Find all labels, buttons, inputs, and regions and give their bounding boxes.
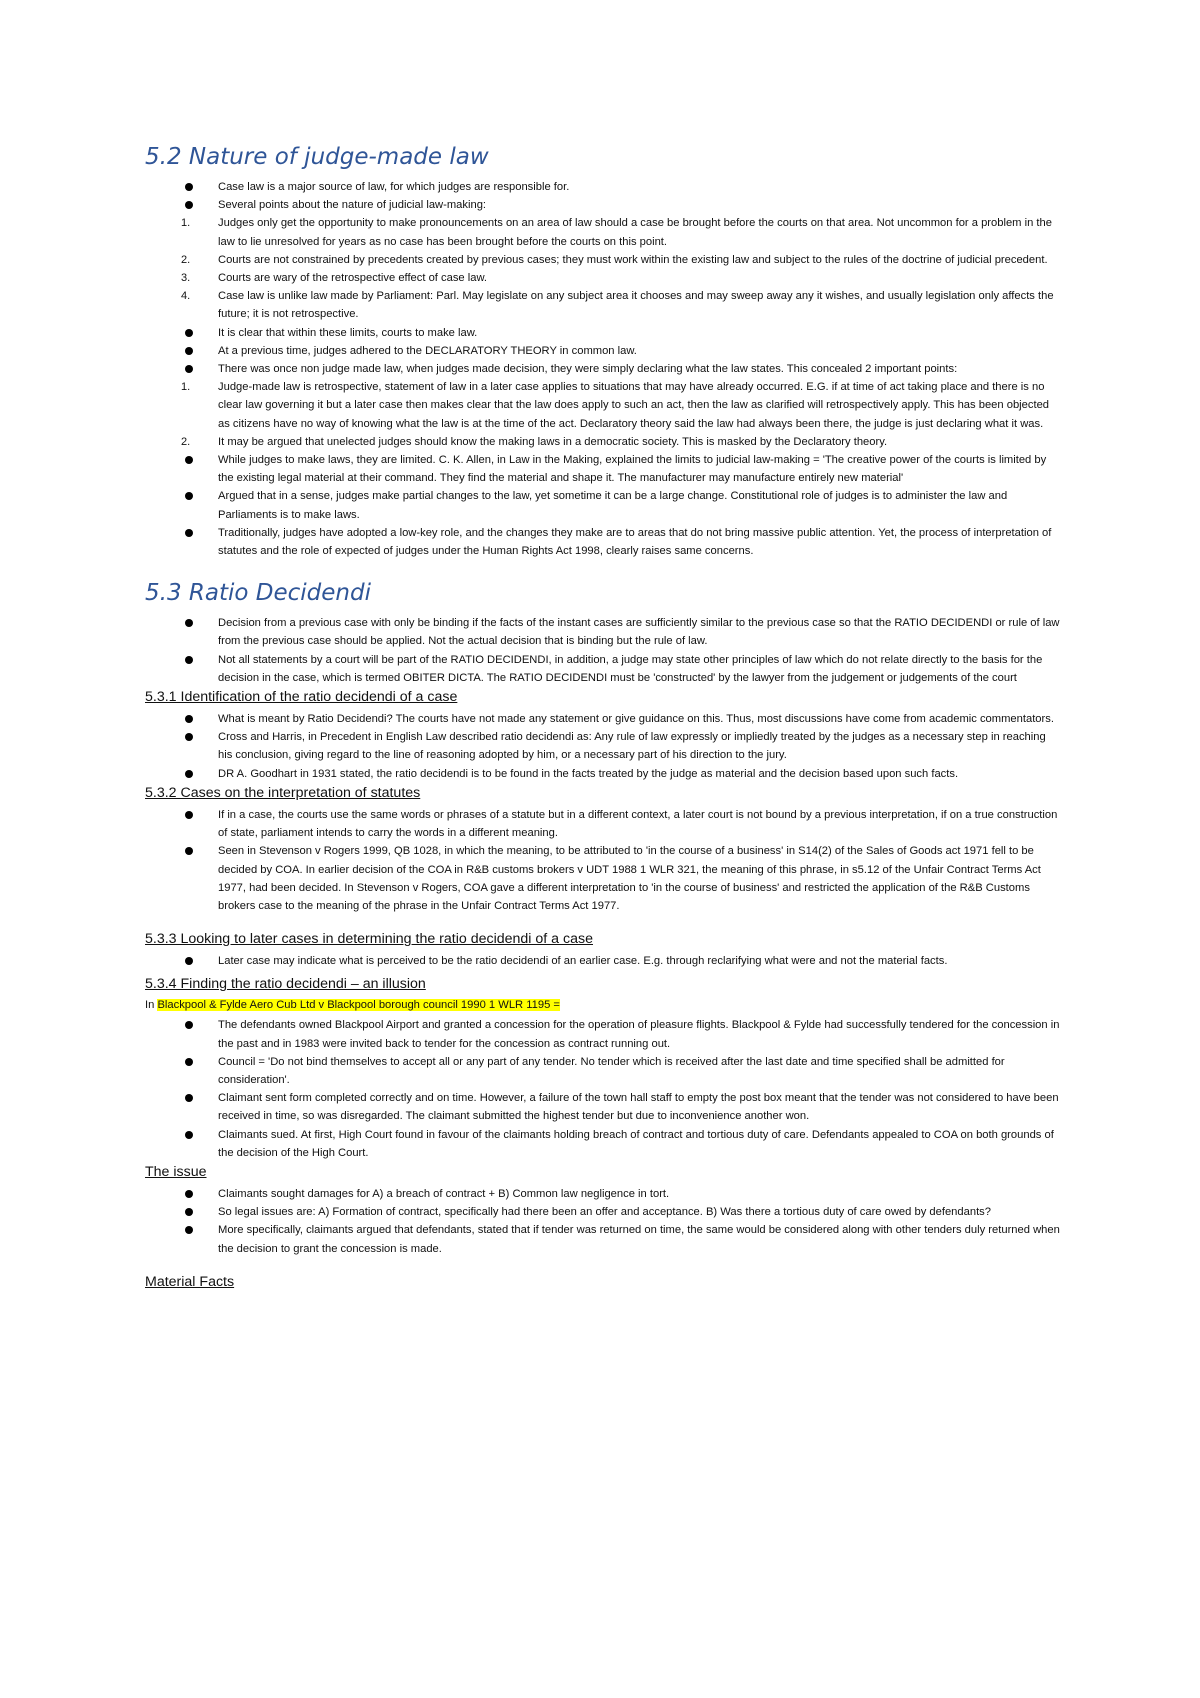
list-5-3-2 (0, 806, 1200, 915)
list-item-text: Several points about the nature of judicial law-making: (218, 199, 487, 212)
list-item (0, 251, 1200, 269)
list-item-text: It may be argued that unelected judges should know the making laws in a democratic society. This is masked by the Declaratory theory. (218, 435, 888, 448)
list-item (0, 451, 1200, 487)
subheading-5-3-4: 5.3.4 Finding the ratio decidendi – an illusion (145, 976, 426, 993)
subheading-5-3-2: 5.3.2 Cases on the interpretation of statutes (145, 784, 421, 801)
list-item (0, 1089, 1200, 1125)
list-item (0, 269, 1200, 287)
list-item (0, 378, 1200, 433)
list-item (0, 952, 1200, 970)
list-5-3-1 (0, 710, 1200, 783)
list-item-text: More specifically, claimants argued that defendants, stated that if tender was returned on time, the same would be considered along with other tenders duly returned when the decision to grant the concession is made. (218, 1224, 1060, 1255)
list-5-3 (0, 614, 1200, 687)
list-item (0, 651, 1200, 687)
list-number: 1. (181, 217, 191, 230)
list-item-text: If in a case, the courts use the same words or phrases of a statute but in a different context, a later court is not bound by a previous interpretation, if on a true construction of state, parliament intends to carry the words in a different meaning. (218, 808, 1058, 840)
list-item-text: Council = 'Do not bind themselves to accept all or any part of any tender. No tender which is received after the last date and time specified shall be admitted for consideration'. (218, 1055, 1005, 1086)
list-item-text: Claimants sought damages for A) a breach of contract + B) Common law negligence in tort. (218, 1187, 670, 1200)
list-item-text: Decision from a previous case with only be binding if the facts of the instant cases are sufficiently similar to the previous case so that the RATIO DECIDENDI or rule of law from the previous case should be applied. Not the actual decision that is binding but the rule of law. (218, 617, 1060, 648)
list-item-text: Case law is unlike law made by Parliament: Parl. May legislate on any subject area it chooses and may sweep away any it wishes, and usually legislation only affects the future; it is not retrospective. (218, 290, 1054, 321)
subheading-material-facts: Material Facts (145, 1273, 235, 1290)
list-item-text: Courts are not constrained by precedents created by previous cases; they must work within the existing law and subject to the rules of the doctrine of judicial precedent. (218, 253, 1048, 266)
list-item (0, 1185, 1200, 1203)
list-number: 1. (181, 381, 191, 394)
case-intro-prefix: In (145, 999, 158, 1012)
list-number: 4. (181, 290, 191, 303)
list-item-text: At a previous time, judges adhered to the DECLARATORY THEORY in common law. (218, 344, 637, 357)
list-item-text: Later case may indicate what is perceived to be the ratio decidendi of an earlier case. E.g. through reclarifying what were and not the material facts. (218, 955, 948, 968)
list-number: 2. (181, 435, 191, 448)
list-item (0, 765, 1200, 783)
list-item (0, 433, 1200, 451)
list-item-text: Case law is a major source of law, for which judges are responsible for. (218, 181, 570, 193)
list-item (0, 360, 1200, 378)
list-item-text: Seen in Stevenson v Rogers 1999, QB 1028, in which the meaning, to be attributed to 'in the course of a business' in S14(2) of the Sales of Goods act 1971 fell to be decided by COA. In earlier decision of the COA in R&B customs brokers v UDT 1988 1 WLR 321, the meaning of this phrase, in s5.12 of the Unfair Contract Terms Act 1977, had been decided. In Stevenson v Rogers, COA gave a different interpretation to 'in the course of business' and restricted the application of the R&B Customs brokers case to the meaning of the phrase in the Unfair Contract Terms Act 1977. (218, 845, 1041, 912)
list-5-3-4 (0, 1016, 1200, 1162)
case-intro (145, 997, 1200, 1014)
list-item (0, 710, 1200, 728)
list-5-3-3 (0, 952, 1200, 970)
list-number: 2. (181, 253, 191, 266)
list-item-text: While judges to make laws, they are limited. C. K. Allen, in Law in the Making, explained the limits to judicial law-making = 'The creative power of the courts is limited by the existing legal material at their command. They find the material and shape it. The manufacturer may manufacture entirely new material' (218, 454, 1047, 485)
list-item-text: Claimants sued. At first, High Court found in favour of the claimants holding breach of contract and tortious duty of care. Defendants appealed to COA on both grounds of the decision of the High Court. (218, 1128, 1054, 1159)
case-citation-highlight: Blackpool & Fylde Aero Cub Ltd v Blackpool borough council 1990 1 WLR 1195 = (157, 999, 560, 1012)
list-item (0, 842, 1200, 915)
list-item (0, 487, 1200, 523)
list-item-text: Courts are wary of the retrospective effect of case law. (218, 272, 488, 285)
list-item-text: Not all statements by a court will be part of the RATIO DECIDENDI, in addition, a judge may state other principles of law which do not relate directly to the basis for the decision in the case, which is termed OBITER DICTA. The RATIO DECIDENDI must be 'constructed' by the lawyer from the judgement or judgements of the court (218, 653, 1043, 684)
subheading-5-3-3: 5.3.3 Looking to later cases in determining the ratio decidendi of a case (145, 931, 593, 948)
list-the-issue (0, 1185, 1200, 1258)
list-item (0, 1203, 1200, 1221)
list-item (0, 1126, 1200, 1162)
list-item (0, 1221, 1200, 1257)
subheading-the-issue: The issue (145, 1163, 207, 1180)
list-item (0, 806, 1200, 842)
list-item (0, 324, 1200, 342)
list-item (0, 524, 1200, 560)
section-heading-5-2: 5.2 Nature of judge-made law (145, 144, 489, 170)
list-number: 3. (181, 272, 191, 285)
list-item-text: DR A. Goodhart in 1931 stated, the ratio decidendi is to be found in the facts treated by the judge as material and the decision based upon such facts. (218, 767, 959, 780)
list-item-text: What is meant by Ratio Decidendi? The courts have not made any statement or give guidance on this. Thus, most discussions have come from academic commentators. (218, 713, 1054, 726)
section-heading-5-3: 5.3 Ratio Decidendi (145, 580, 371, 607)
list-item-text: Cross and Harris, in Precedent in English Law described ratio decidendi as: Any rule of law expressly or impliedly treated by the judges as a necessary step in reaching his conclusion, giving regard to the line of reasoning adopted by him, or a necessary part of his direction to the jury. (218, 731, 1046, 762)
list-item (0, 614, 1200, 650)
list-item-text: The defendants owned Blackpool Airport and granted a concession for the operation of pleasure flights. Blackpool & Fylde had successfully tendered for the concession in the past and in 1983 were invited back to tender for the concession as contract running out. (218, 1019, 1060, 1050)
list-item (0, 728, 1200, 764)
list-item-text: Judges only get the opportunity to make pronouncements on an area of law should a case be brought before the courts on that area. Not uncommon for a problem in the law to lie unresolved for years as no case has been brought before the courts on this point. (218, 217, 1052, 248)
list-item (0, 214, 1200, 250)
list-item (0, 178, 1200, 196)
list-item (0, 342, 1200, 360)
subheading-5-3-1: 5.3.1 Identification of the ratio decidendi of a case (145, 689, 458, 706)
list-item-text: Traditionally, judges have adopted a low-key role, and the changes they make are to areas that do not bring massive public attention. Yet, the process of interpretation of statutes and the role of expected of judges under the Human Rights Act 1998, clearly raises same concerns. (218, 526, 1052, 558)
list-item (0, 1053, 1200, 1089)
list-item-text: So legal issues are: A) Formation of contract, specifically had there been an offer and acceptance. B) Was there a tortious duty of care owed by defendants? (218, 1206, 991, 1219)
list-item-text: Judge-made law is retrospective, statement of law in a later case applies to situations that may have already occurred. E.G. if at time of act taking place and there is no clear law governing it but a later case then makes clear that the law does apply to such an act, then the law as clarified will retrospectively apply. This has been objected as citizens have no way of knowing what the law is at the time of the act. Declaratory theory said the law had always been there, the judge is just declaring what it was. (218, 381, 1050, 430)
list-item-text: Claimant sent form completed correctly and on time. However, a failure of the town hall staff to empty the post box meant that the tender was not considered to have been received in time, so was disregarded. The claimant submitted the highest tender but due to inconvenience another won. (218, 1092, 1059, 1123)
list-5-2 (0, 178, 1200, 560)
list-item (0, 1016, 1200, 1052)
list-item-text: There was once non judge made law, when judges made decision, they were simply declaring what the law states. This concealed 2 important points: (218, 363, 958, 376)
list-item-text: It is clear that within these limits, courts to make law. (218, 326, 478, 339)
list-item (0, 287, 1200, 323)
list-item-text: Argued that in a sense, judges make partial changes to the law, yet sometime it can be a large change. Constitutional role of judges is to administer the law and Parliaments is to make laws. (218, 490, 1008, 521)
list-item (0, 196, 1200, 214)
